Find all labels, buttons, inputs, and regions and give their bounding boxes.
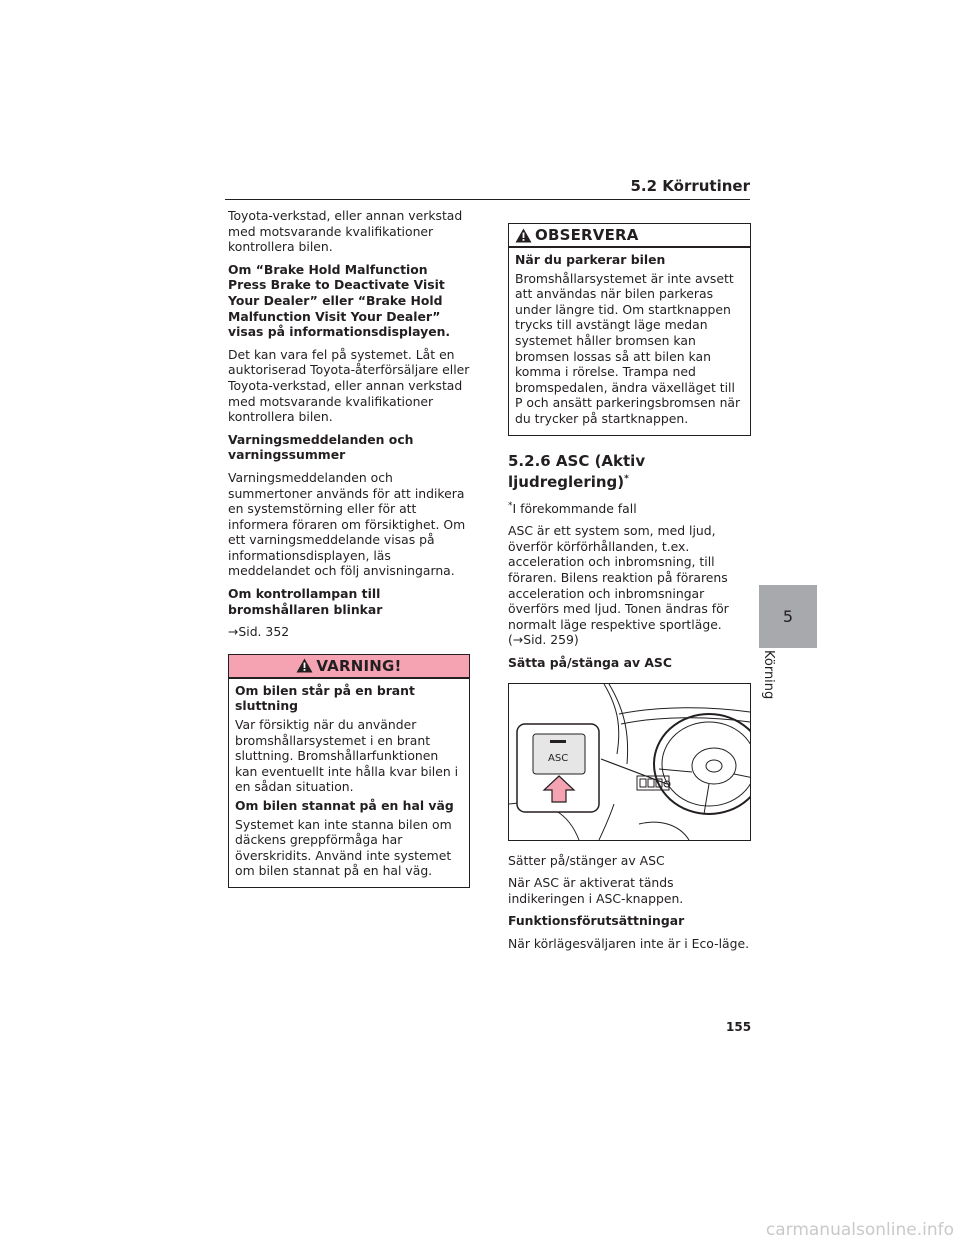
asc-button-label: ASC xyxy=(548,752,569,764)
warning-header xyxy=(229,655,469,679)
footnote: *I förekommande fall xyxy=(508,500,637,516)
page-reference: →Sid. 352 xyxy=(228,624,290,640)
warning-subheading: Om bilen stannat på en hal väg xyxy=(235,798,454,813)
paragraph: Varningsmeddelanden och summertoner används för att indikera en systemstörning eller för att informera föraren om försiktighet. Om ett varningsmeddelande visas på informationsdisplayen, läs meddelandet och följ anvisningarna. xyxy=(228,469,466,579)
notice-text: Bromshållarsystemet är inte avsett att användas när bilen parkeras under längre tid. Om startknappen trycks till avstängt läge medan systemet håller bromsen kan bromsen lossas så att bilen kan komma i rörelse. Trampa ned bromspedalen, ändra växelläget till P och ansätt parkeringsbromsen när du trycker på startknappen. xyxy=(515,270,741,426)
asc-button-illustration xyxy=(508,683,751,841)
chapter-tab xyxy=(759,585,817,648)
section-heading: 5.2.6 ASC (Aktiv ljudreglering)* xyxy=(508,451,646,491)
section-header-title: 5.2 Körrutiner xyxy=(630,177,750,195)
paragraph: Toyota-verkstad, eller annan verkstad med motsvarande kvalifikationer kontrollera bilen. xyxy=(228,208,463,255)
warning-triangle-icon xyxy=(296,658,313,673)
subheading: Funktionsförutsättningar xyxy=(508,913,685,929)
notice-subheading: När du parkerar bilen xyxy=(515,252,666,267)
warning-subheading: Om bilen står på en brant sluttning xyxy=(235,682,415,714)
warning-title: VARNING! xyxy=(316,656,402,675)
paragraph: Det kan vara fel på systemet. Låt en auktoriserad Toyota-återförsäljare eller Toyota-verkstad, eller annan verkstad med motsvarande kvalifikationer kontrollera bilen. xyxy=(228,346,470,425)
warning-box xyxy=(228,654,470,888)
paragraph: När ASC är aktiverat tänds indikeringen i ASC-knappen. xyxy=(508,875,684,906)
paragraph: ASC är ett system som, med ljud, överför körförhållanden, t.ex. acceleration och inbromsning, till föraren. Bilens reaktion på förarens acceleration och inbromsningar överförs med ljud. Tonen ändras för normalt läge respektive sportläge. (→Sid. 259) xyxy=(508,523,729,648)
subheading: Om “Brake Hold Malfunction Press Brake to Deactivate Visit Your Dealer” eller “Brake Hold Malfunction Visit Your Dealer” visas på informationsdisplayen. xyxy=(228,261,451,340)
paragraph: När körlägesväljaren inte är i Eco-läge. xyxy=(508,935,750,951)
footnote-marker: * xyxy=(624,473,629,484)
watermark: carmanualsonline.info xyxy=(765,1220,954,1240)
subheading: Varningsmeddelanden och varningssummer xyxy=(228,431,414,463)
caution-triangle-icon xyxy=(515,228,532,243)
warning-text: Systemet kan inte stanna bilen om däckens greppförmåga har överskridits. Använd inte systemet om bilen stannat på en hal väg. xyxy=(235,816,452,879)
paragraph: Sätter på/stänger av ASC xyxy=(508,852,665,868)
notice-title: OBSERVERA xyxy=(535,226,639,244)
dashboard-drawing xyxy=(509,684,750,840)
warning-text: Var försiktig när du använder bromshållarsystemet i en brant sluttning. Bromshållarfunktionen kan eventuellt inte hålla kvar bilen i en sådan situation. xyxy=(235,717,459,795)
left-column xyxy=(228,208,470,888)
subheading: Sätta på/stänga av ASC xyxy=(508,655,672,670)
subheading: Om kontrollampan till bromshållaren blinkar xyxy=(228,586,383,617)
chapter-label: Körning xyxy=(761,650,776,700)
header-rule xyxy=(225,199,750,200)
page-number: 155 xyxy=(726,1020,752,1034)
notice-box xyxy=(508,223,751,436)
right-column xyxy=(508,208,751,959)
chapter-number: 5 xyxy=(782,607,794,626)
notice-header xyxy=(509,224,750,248)
